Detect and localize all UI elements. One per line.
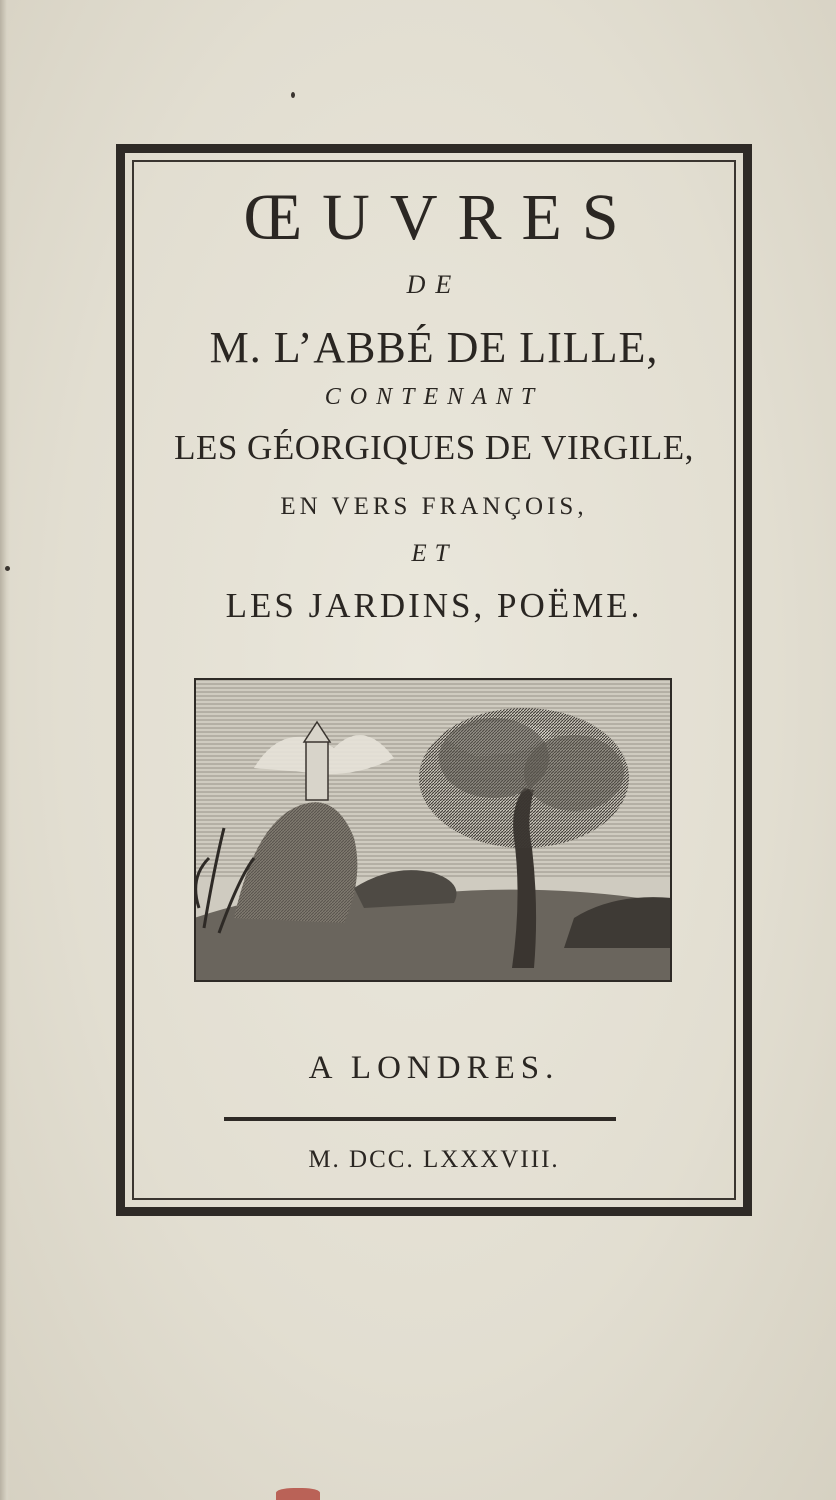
ink-speck: [5, 566, 10, 571]
book-title: ŒUVRES: [243, 181, 639, 254]
engraved-vignette: [194, 678, 672, 982]
imprint-date: M. DCC. LXXXVIII.: [308, 1146, 560, 1173]
conjunction-et: ET: [411, 540, 457, 567]
preposition-de: DE: [406, 270, 462, 299]
imprint-place: A LONDRES.: [308, 1050, 560, 1086]
work-georgiques: LES GÉORGIQUES DE VIRGILE,: [174, 428, 694, 467]
imprint-rule: [224, 1117, 616, 1121]
ink-speck: [291, 92, 295, 98]
contents-heading: CONTENANT: [324, 384, 544, 410]
red-stain: [276, 1488, 320, 1500]
page-binding-edge: [0, 0, 10, 1500]
work-jardins: LES JARDINS, POËME.: [225, 586, 643, 625]
author-name: M. L’ABBÉ DE LILLE,: [209, 323, 659, 372]
vignette-tower: [306, 740, 328, 800]
work-georgiques-note: EN VERS FRANÇOIS,: [280, 493, 588, 520]
